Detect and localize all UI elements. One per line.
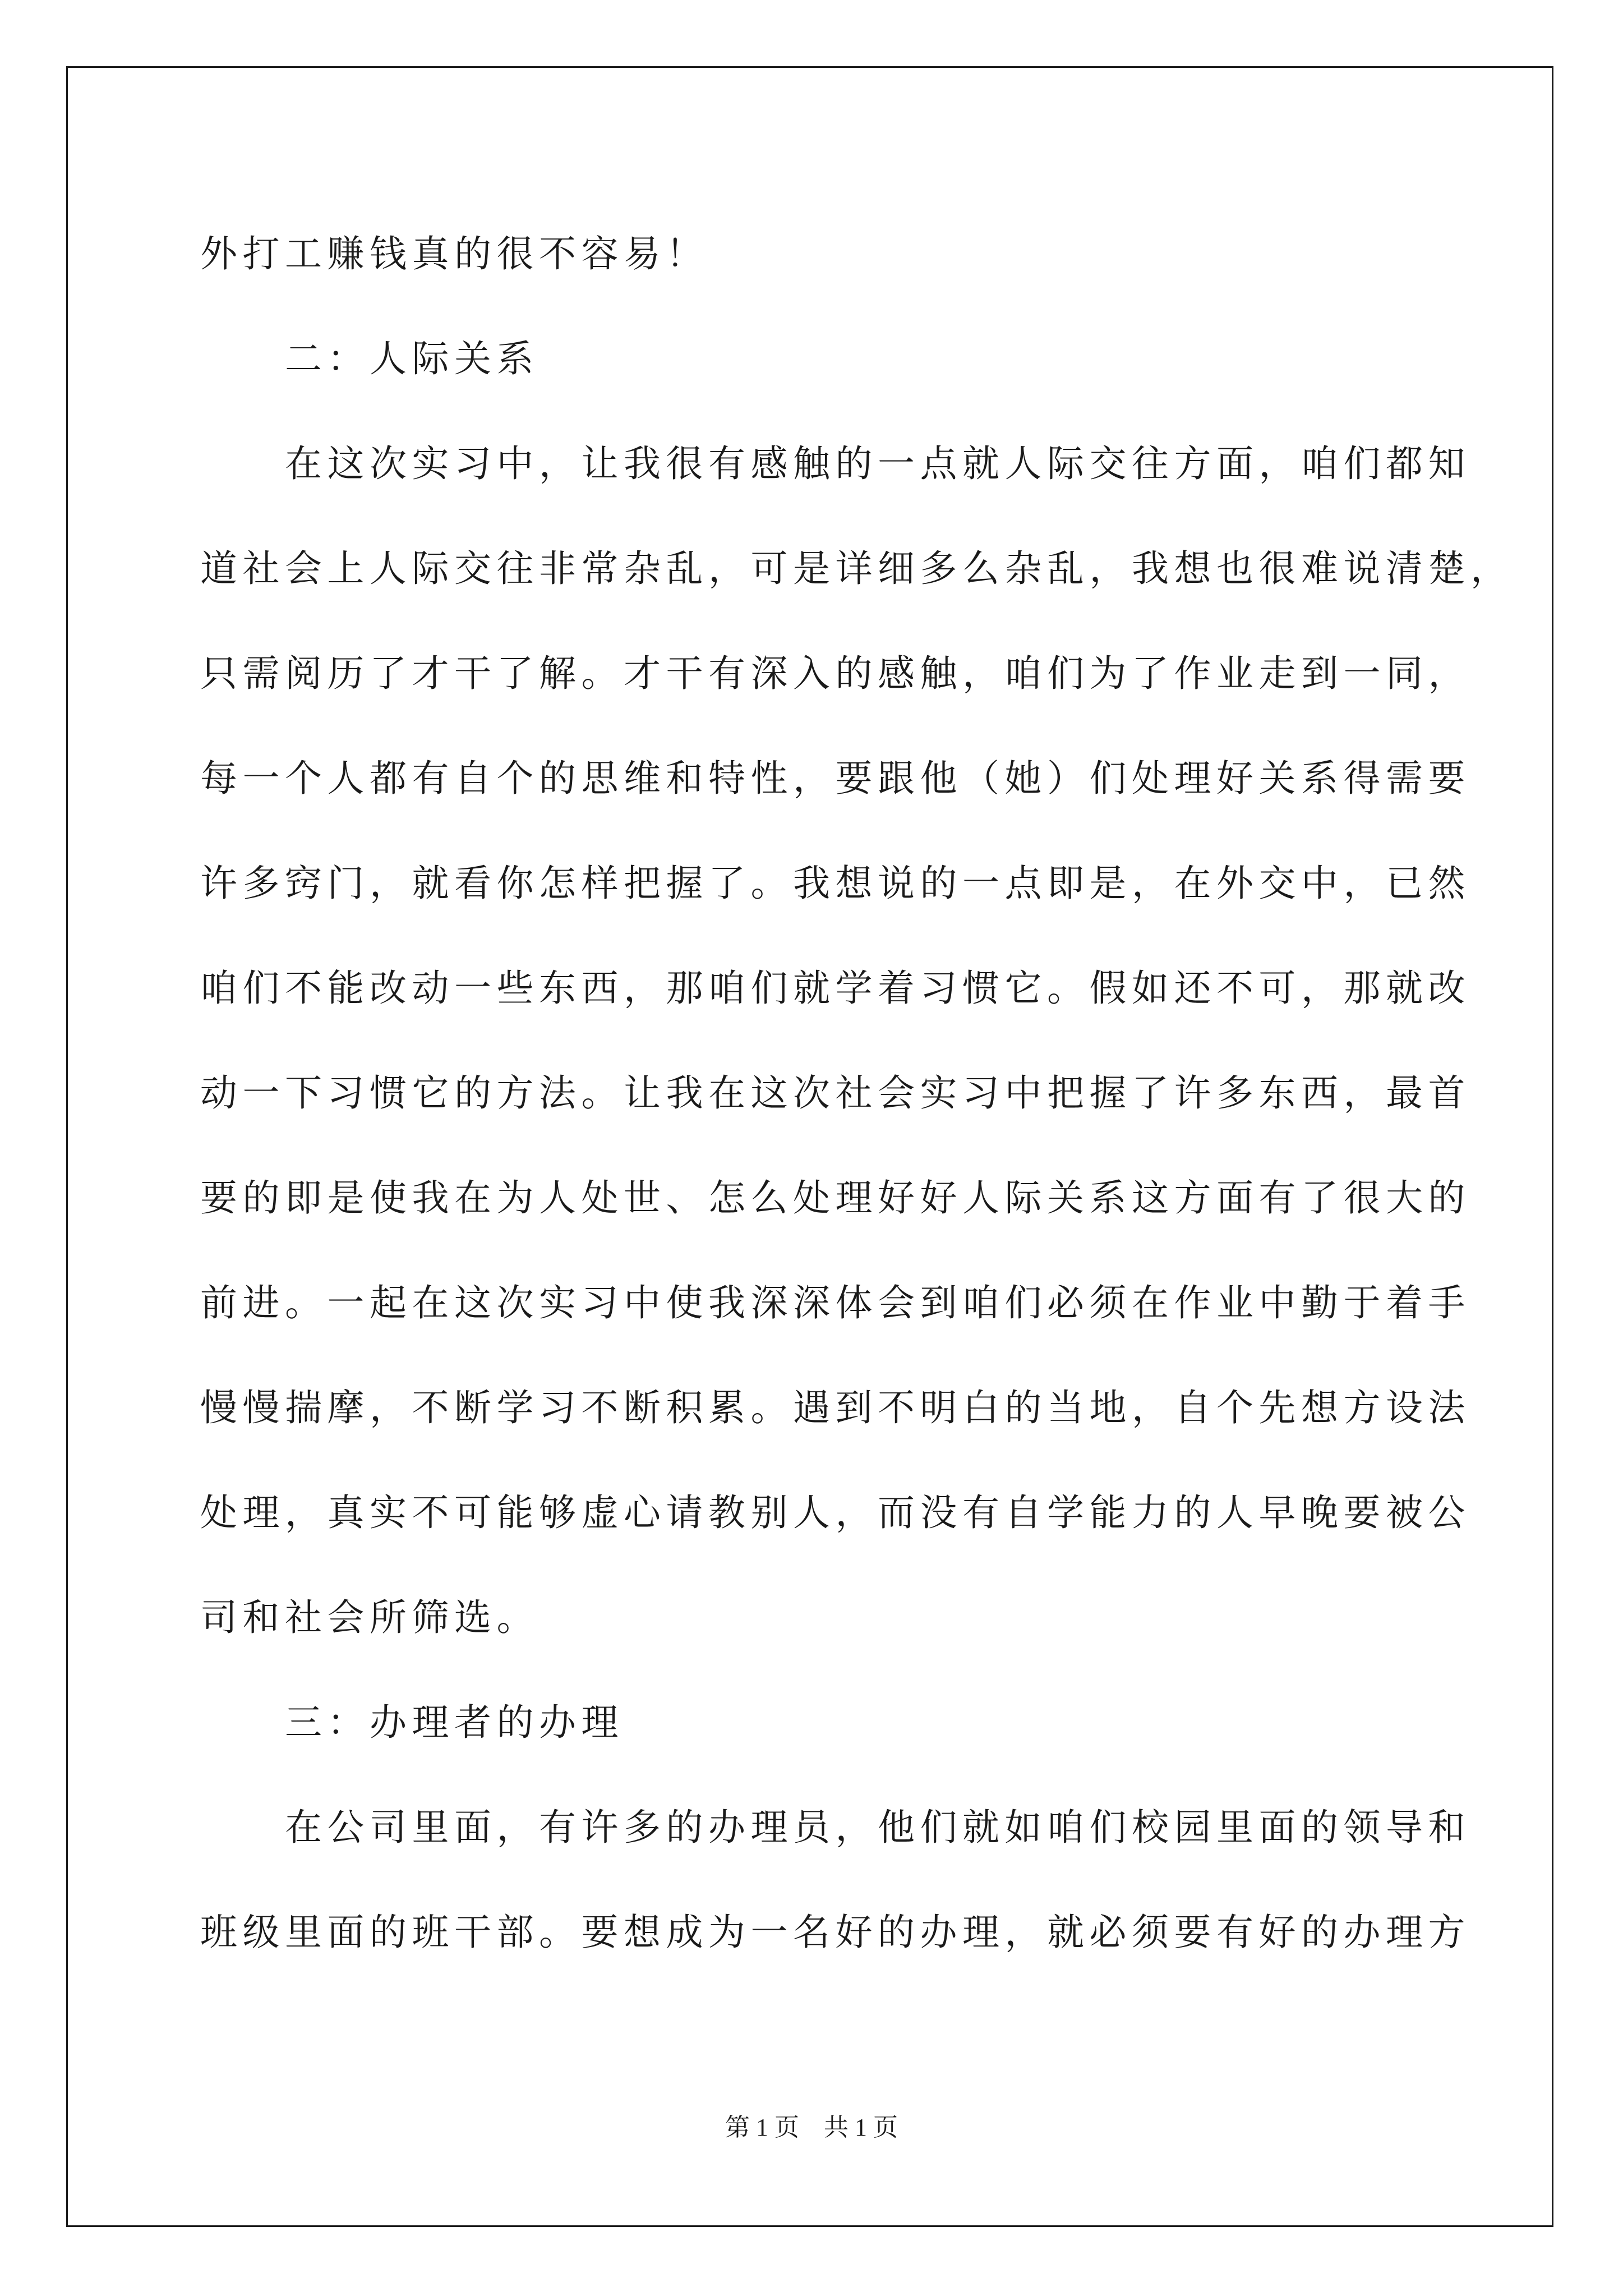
text-line: 在公司里面，有许多的办理员，他们就如咱们校园里面的领导和 bbox=[200, 1806, 1470, 1849]
text-line: 慢慢揣摩，不断学习不断积累。遇到不明白的当地，自个先想方设法 bbox=[200, 1386, 1470, 1429]
text-line: 每一个人都有自个的思维和特性，要跟他（她）们处理好关系得需要 bbox=[200, 757, 1470, 800]
text-line: 在这次实习中，让我很有感触的一点就人际交往方面，咱们都知 bbox=[200, 442, 1470, 485]
text-line: 前进。一起在这次实习中使我深深体会到咱们必须在作业中勤于着手 bbox=[200, 1281, 1470, 1324]
text-line: 道社会上人际交往非常杂乱，可是详细多么杂乱，我想也很难说清楚， bbox=[200, 547, 1513, 590]
text-line: 咱们不能改动一些东西，那咱们就学着习惯它。假如还不可，那就改 bbox=[200, 967, 1470, 1010]
page-border bbox=[66, 66, 1553, 2227]
text-line: 班级里面的班干部。要想成为一名好的办理，就必须要有好的办理方 bbox=[200, 1911, 1470, 1954]
text-line: 司和社会所筛选。 bbox=[200, 1596, 539, 1639]
text-line: 处理，真实不可能够虚心请教别人，而没有自学能力的人早晚要被公 bbox=[200, 1491, 1470, 1534]
text-line: 动一下习惯它的方法。让我在这次社会实习中把握了许多东西，最首 bbox=[200, 1071, 1470, 1115]
page-footer: 第 1 页 共 1 页 bbox=[725, 2114, 898, 2141]
text-line: 只需阅历了才干了解。才干有深入的感触，咱们为了作业走到一同， bbox=[200, 652, 1470, 695]
section-heading: 三：办理者的办理 bbox=[200, 1701, 624, 1744]
text-line: 外打工赚钱真的很不容易！ bbox=[200, 232, 708, 275]
text-line: 许多窍门，就看你怎样把握了。我想说的一点即是，在外交中，已然 bbox=[200, 862, 1470, 905]
text-line: 要的即是使我在为人处世、怎么处理好好人际关系这方面有了很大的 bbox=[200, 1176, 1470, 1220]
section-heading: 二：人际关系 bbox=[200, 337, 539, 380]
